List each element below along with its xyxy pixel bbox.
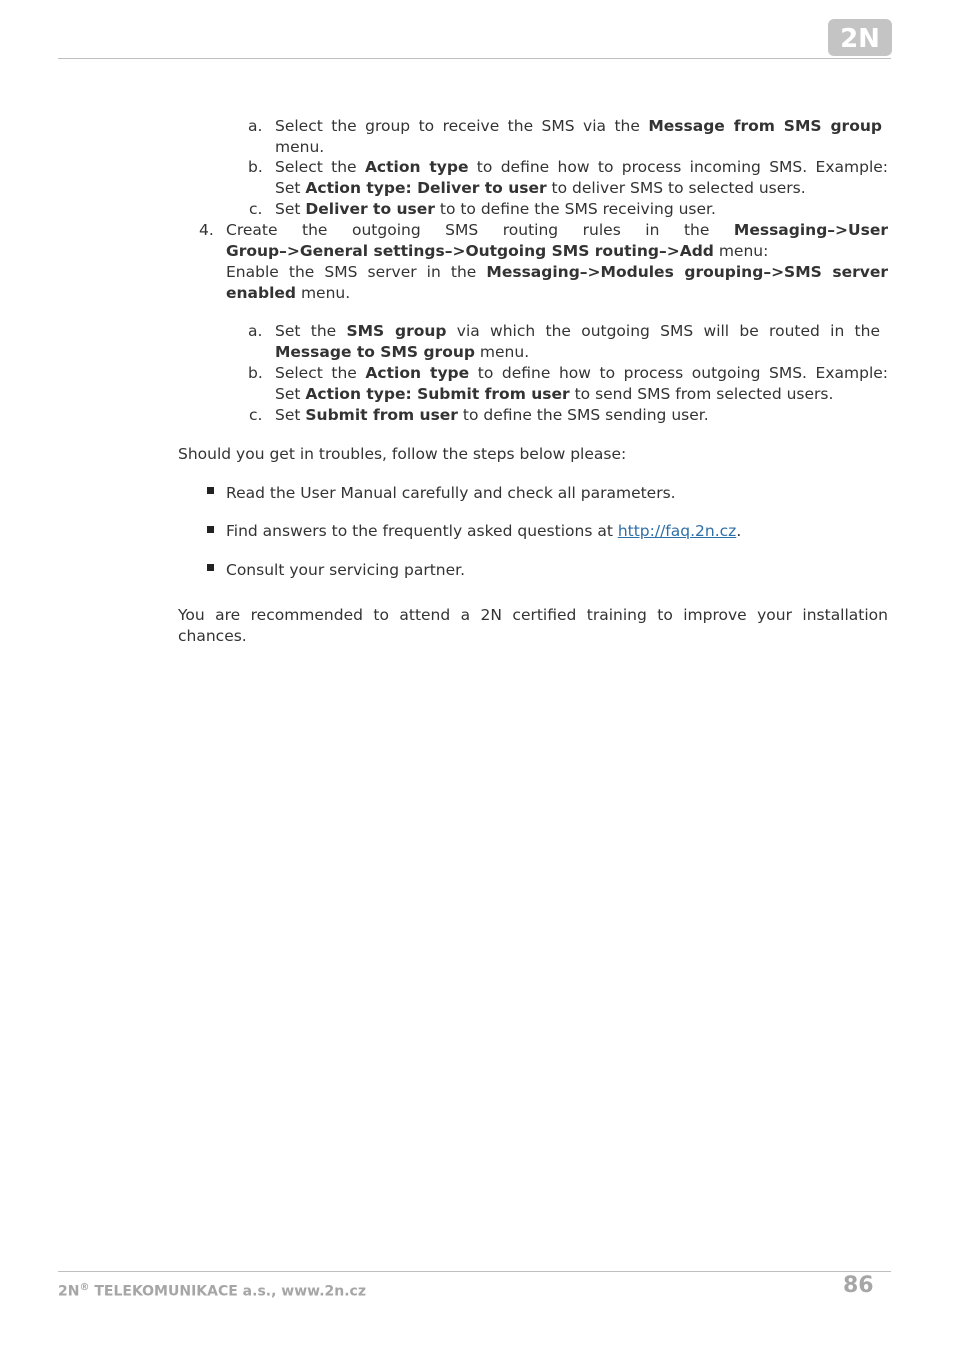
setting-name: Action type: Submit from user bbox=[305, 385, 570, 403]
text: via which the outgoing SMS will be routed in the bbox=[446, 322, 880, 340]
setting-name: Action type bbox=[365, 364, 470, 382]
item-marker: a. bbox=[248, 117, 263, 135]
text: Select the group to receive the SMS via the bbox=[275, 117, 649, 135]
item-line bbox=[275, 405, 709, 426]
text: TELEKOMUNIKACE a.s., www.2n.cz bbox=[89, 1283, 366, 1300]
item-marker: c. bbox=[249, 406, 263, 424]
header-rule bbox=[58, 58, 891, 59]
footer-company bbox=[58, 1279, 366, 1301]
item-line bbox=[275, 116, 882, 137]
text: menu. bbox=[296, 284, 351, 302]
item-line bbox=[275, 199, 716, 220]
2n-logo bbox=[828, 19, 892, 56]
bullet-text bbox=[226, 521, 741, 542]
setting-name: Deliver to user bbox=[305, 200, 435, 218]
item-line bbox=[226, 241, 768, 262]
text: Set bbox=[275, 200, 306, 218]
text: Set bbox=[275, 179, 306, 197]
text: to send SMS from selected users. bbox=[569, 385, 834, 403]
page-number: 86 bbox=[843, 1273, 874, 1298]
text: to define how to process outgoing SMS. Example: bbox=[469, 364, 889, 382]
bullet-square-icon bbox=[207, 526, 214, 533]
item-line bbox=[275, 342, 529, 363]
text: Find answers to the frequently asked questions at bbox=[226, 522, 618, 540]
setting-name: SMS group bbox=[346, 322, 447, 340]
text: menu. bbox=[474, 343, 530, 361]
text: to to define the SMS receiving user. bbox=[434, 200, 716, 218]
text: 2N bbox=[58, 1283, 80, 1300]
text: menu: bbox=[713, 242, 769, 260]
setting-name: Action type: Deliver to user bbox=[305, 179, 547, 197]
text: . bbox=[736, 522, 742, 540]
item-marker: b. bbox=[248, 364, 263, 382]
item-line bbox=[275, 157, 888, 178]
item-line bbox=[275, 363, 888, 384]
menu-name: Message from SMS group bbox=[648, 117, 882, 135]
item-marker: 4. bbox=[199, 221, 214, 239]
faq-link[interactable]: http://faq.2n.cz bbox=[617, 522, 737, 540]
text: Select the bbox=[275, 158, 365, 176]
text: Set bbox=[275, 406, 306, 424]
item-line bbox=[275, 137, 324, 158]
logo-text: 2N bbox=[840, 24, 880, 54]
closing-line: chances. bbox=[178, 627, 247, 645]
footer-rule bbox=[58, 1271, 891, 1272]
setting-name: Action type bbox=[364, 158, 469, 176]
menu-path: enabled bbox=[226, 284, 297, 302]
item-line bbox=[226, 220, 888, 241]
closing-line: You are recommended to attend a 2N certified training to improve your installation bbox=[178, 606, 888, 624]
text: Set the bbox=[275, 322, 347, 340]
item-line bbox=[275, 178, 806, 199]
item-marker: a. bbox=[248, 322, 263, 340]
item-line bbox=[226, 262, 888, 283]
registered-mark: ® bbox=[79, 1282, 90, 1293]
text: Set bbox=[275, 385, 306, 403]
text: Enable the SMS server in the bbox=[226, 263, 487, 281]
menu-name: Message to SMS group bbox=[275, 343, 475, 361]
bullet-square-icon bbox=[207, 564, 214, 571]
item-line bbox=[275, 321, 880, 342]
menu-path: Group–>General settings–>Outgoing SMS routing–>Add bbox=[226, 242, 714, 260]
setting-name: Submit from user bbox=[305, 406, 458, 424]
troubles-intro: Should you get in troubles, follow the steps below please: bbox=[178, 445, 627, 463]
item-marker: b. bbox=[248, 158, 263, 176]
bullet-text: Consult your servicing partner. bbox=[226, 561, 466, 579]
text: to define how to process incoming SMS. Example: bbox=[468, 158, 889, 176]
item-line bbox=[275, 384, 833, 405]
text: Select the bbox=[275, 364, 366, 382]
menu-path: Messaging–>Modules grouping–>SMS server bbox=[486, 263, 888, 281]
item-line bbox=[226, 283, 350, 304]
item-marker: c. bbox=[249, 200, 263, 218]
text: to define the SMS sending user. bbox=[457, 406, 709, 424]
text: to deliver SMS to selected users. bbox=[546, 179, 806, 197]
text: menu. bbox=[275, 138, 325, 156]
bullet-text: Read the User Manual carefully and check all parameters. bbox=[226, 484, 676, 502]
text: Create the outgoing SMS routing rules in the bbox=[226, 221, 734, 239]
bullet-square-icon bbox=[207, 487, 214, 494]
menu-path: Messaging–>User bbox=[733, 221, 888, 239]
